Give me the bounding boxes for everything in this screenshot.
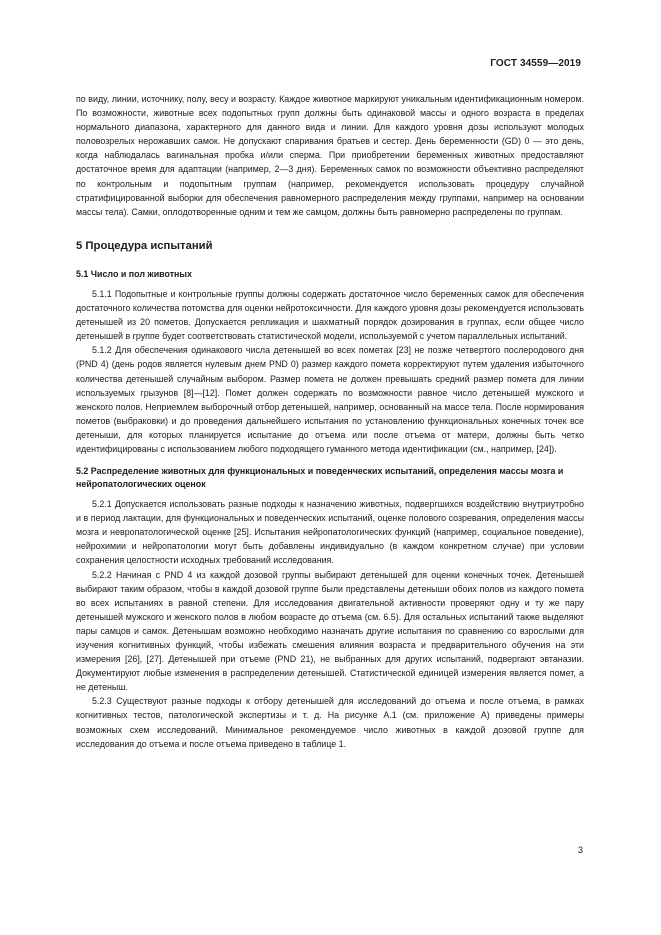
paragraph-5-2-1: 5.2.1 Допускается использовать разные подходы к назначению животных, подвергшихся воздействию внутриутробно и в период лактации, для функциональных и поведенческих испытаний, оценке полового созревания, определения массы мозга и невропатологической оценке [25]. Испытания нейропатологических функций (например, социальное поведение), нейрохимии и нейропатологии могут быть добавлены индивидуально (в каждом конкретном случае) при условии сохранения целостности исходных требований исследования.: [76, 499, 584, 566]
paragraph-5-1-1: 5.1.1 Подопытные и контрольные группы должны содержать достаточное число беременных самок для обеспечения достаточного количества потомства для оценки нейротоксичности. Для каждого уровня дозы рекомендуется использовать детенышей из 20 пометов. Допускается репликация и шахматный порядок дозирования в группах, если общее число детенышей в группе будет соответствовать статистической модели, используемой с учетом параллельных испытаний.: [76, 288, 584, 342]
intro-paragraph: по виду, линии, источнику, полу, весу и возрасту. Каждое животное маркируют уникальным идентификационным номером. По возможности, животные всех подопытных групп должны быть одинаковой массы и одного возраста в пределах нормального диапазона, характерного для данного вида и линии. Для каждого уровня дозы используют молодых половозрелых нерожавших самок. Не допускают спаривания братьев и сестер. День беременности (GD) 0 — это день, когда наблюдалась вагинальная пробка и/или сперма. При приобретении беременных животных предоставляют достаточное время для адаптации (например, 2—3 дня). Беременных самок по возможности объективно распределяют по контрольным и подопытным группам (например, рекомендуется использовать процедуру случайной стратифицированной выборки для обеспечения равномерного распределения между группами, например на основании массы тела). Самки, оплодотворенные одним и тем же самцом, должны быть равномерно распределены по группам.: [76, 94, 584, 217]
page-number: 3: [577, 845, 583, 855]
section-heading: 5 Процедура испытаний: [76, 239, 213, 252]
standard-header: ГОСТ 34559—2019: [490, 58, 581, 69]
document-body: [76, 92, 584, 751]
paragraph-5-1-2: 5.1.2 Для обеспечения одинакового числа детенышей во всех пометах [23] не позже четвертого послеродового дня (PND 4) (день родов является нулевым днем PND 0) размер каждого помета корректируют путем удаления избыточного количества детенышей случайным выбором. Размер помета не должен превышать средний размер помета для линии используемых грызунов [8]—[12]. Помет должен содержать по возможности равное число детенышей мужского и женского полов. Неприемлем выборочный отбор детенышей, например, основанный на массе тела. После нормирования пометов (выбраковки) и до проведения дальнейшего испытания по установлению функциональных конечных точек все детеныши, для которых планируется испытание до отъема или после отъема от матери, должны быть четко идентифицированы с использованием любого подходящего гуманного метода идентификации (см., например, [24]).: [76, 345, 584, 454]
subsection-heading: 5.2 Распределение животных для функциональных и поведенческих испытаний, определения массы мозга и нейропатологических оценок: [76, 466, 564, 490]
paragraph-5-2-3: 5.2.3 Существуют разные подходы к отбору детенышей для исследований до отъема и после отъема, в рамках когнитивных тестов, патологической экспертизы и т. д. На рисунке А.1 (см. приложение А) приведены примеры возможных схем исследований. Минимальное рекомендуемое число животных в каждой дозовой группе для исследования до отъема и после отъема приведено в таблице 1.: [76, 696, 584, 749]
subsection-heading: 5.1 Число и пол животных: [76, 268, 192, 279]
paragraph-5-2-2: 5.2.2 Начиная с PND 4 из каждой дозовой группы выбирают детенышей для оценки конечных точек. Детенышей выбирают таким образом, чтобы в каждой дозовой группе были представлены детеныши обоих полов из каждого помета во всех испытаниях в равной степени. Для исследования двигательной активности проверяют одну и ту же пару детенышей мужского и женского полов в любом возрасте до отъема (см. 6.5). Для остальных испытаний также выделяют пары самцов и самок. Детенышам возможно необходимо назначать другие испытания по сравнению со взрослыми для изучения когнитивных функций, чтобы избежать смешения влияния возраста и предварительного обучения на эти измерения [26], [27]. Детенышей при отъеме (PND 21), не выбранных для других испытаний, подвергают эвтаназии. Документируют любые изменения в распределении детенышей. Статистической единицей измерения является помет, а не детеныш.: [76, 569, 584, 693]
